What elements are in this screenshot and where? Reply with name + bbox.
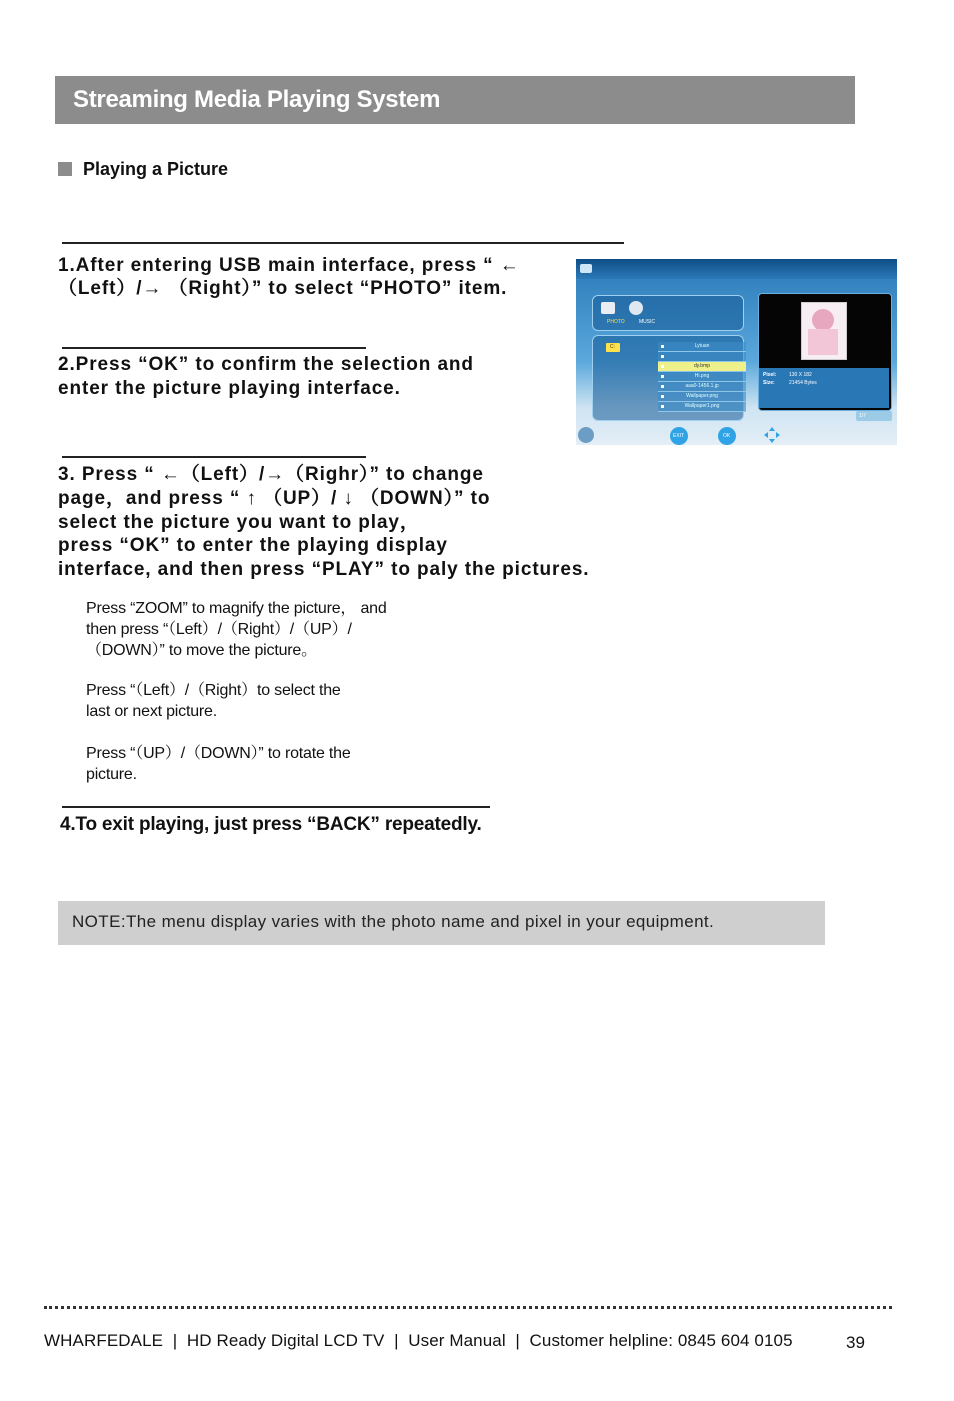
left-right-note-line-2: last or next picture. bbox=[86, 703, 217, 720]
file-icon bbox=[661, 355, 664, 358]
divider bbox=[62, 456, 366, 458]
back-icon[interactable] bbox=[578, 427, 594, 443]
usb-icon bbox=[580, 264, 592, 273]
file-name: Hi.png bbox=[694, 373, 710, 379]
zoom-note-line-2: then press “（Left）/（Right）/（UP）/ bbox=[86, 621, 352, 638]
screenshot-top-bar bbox=[576, 259, 897, 279]
section-title: Playing a Picture bbox=[83, 159, 229, 179]
rotate-note-line-2: picture. bbox=[86, 766, 137, 783]
page-number: 39 bbox=[846, 1333, 865, 1352]
step-1-line-2: （Left）/→ （Right）” to select “PHOTO” item. bbox=[58, 278, 508, 299]
music-icon bbox=[629, 301, 643, 315]
size-value: 21454 Bytes bbox=[789, 380, 817, 386]
page-indicator-text: 1/7 bbox=[859, 413, 866, 419]
page-indicator bbox=[856, 411, 892, 421]
file-list-panel bbox=[592, 335, 744, 421]
file-name: Wallpaper.png bbox=[686, 393, 718, 399]
step-2-line-1: 2.Press “OK” to confirm the selection and bbox=[58, 354, 474, 375]
exit-button[interactable] bbox=[670, 427, 688, 445]
file-name: dy.bmp bbox=[693, 363, 711, 369]
bullet-square-icon bbox=[58, 162, 72, 176]
file-list-item[interactable] bbox=[658, 402, 746, 412]
exit-label: EXIT bbox=[673, 433, 685, 439]
preview-figure-body bbox=[808, 329, 838, 355]
drive-badge bbox=[606, 343, 620, 352]
tab-photo: PHOTO bbox=[607, 319, 625, 325]
drive-label: C: bbox=[610, 344, 615, 350]
divider bbox=[62, 347, 366, 349]
footer-divider bbox=[44, 1306, 892, 1309]
step-3-line-5: interface, and then press “PLAY” to paly the pictures. bbox=[58, 559, 590, 580]
step-2-line-2: enter the picture playing interface. bbox=[58, 378, 401, 399]
note-text: NOTE:The menu display varies with the photo name and pixel in your equipment. bbox=[72, 912, 715, 931]
step-3-line-4: press “OK” to enter the playing display bbox=[58, 535, 448, 556]
media-tabs-panel bbox=[592, 295, 744, 331]
step-1-line-1: 1.After entering USB main interface, press “ ← bbox=[58, 255, 520, 276]
file-name: aaa0-1456.1.jp bbox=[685, 383, 719, 389]
pixel-value: 130 X 182 bbox=[789, 372, 812, 378]
ok-label: OK bbox=[723, 433, 731, 439]
dpad-icon[interactable] bbox=[764, 427, 780, 443]
page-title: Streaming Media Playing System bbox=[73, 86, 441, 113]
info-panel bbox=[759, 368, 889, 408]
footer-text: WHARFEDALE | HD Ready Digital LCD TV | User Manual | Customer helpline: 0845 604 0105 bbox=[44, 1331, 793, 1350]
preview-image bbox=[801, 302, 847, 360]
step-3-line-2: page，and press “ ↑ （UP）/ ↓ （DOWN）” to bbox=[58, 488, 491, 509]
zoom-note-line-1: Press “ZOOM” to magnify the picture， and bbox=[86, 600, 387, 617]
file-name: Lytuan bbox=[694, 343, 710, 349]
step-3-line-3: select the picture you want to play， bbox=[58, 512, 420, 533]
file-list-item[interactable] bbox=[658, 392, 746, 402]
file-list-item[interactable] bbox=[658, 362, 746, 372]
file-list-item[interactable] bbox=[658, 352, 746, 362]
file-list-item[interactable] bbox=[658, 372, 746, 382]
ok-button[interactable] bbox=[718, 427, 736, 445]
left-right-note-line-1: Press “（Left）/（Right）to select the bbox=[86, 682, 341, 699]
rotate-note-line-1: Press “（UP）/（DOWN）” to rotate the bbox=[86, 745, 351, 762]
photo-icon bbox=[601, 302, 615, 314]
file-name: Wallpaper1.png bbox=[684, 403, 720, 409]
tab-music: MUSIC bbox=[639, 319, 656, 325]
zoom-note-line-3: （DOWN）” to move the picture。 bbox=[86, 642, 317, 659]
usb-photo-menu-screenshot bbox=[576, 259, 897, 445]
preview-figure-head bbox=[812, 309, 834, 331]
divider bbox=[62, 806, 490, 808]
file-list-item[interactable] bbox=[658, 342, 746, 352]
step-3-line-1: 3. Press “ ←（Left）/→（Righr）” to change bbox=[58, 464, 484, 485]
step-4: 4.To exit playing, just press “BACK” repeatedly. bbox=[60, 814, 482, 835]
pixel-label: Pixel: bbox=[763, 372, 777, 378]
size-label: Size: bbox=[763, 380, 775, 386]
divider bbox=[62, 242, 624, 244]
file-list-item[interactable] bbox=[658, 382, 746, 392]
preview-panel bbox=[758, 293, 892, 411]
